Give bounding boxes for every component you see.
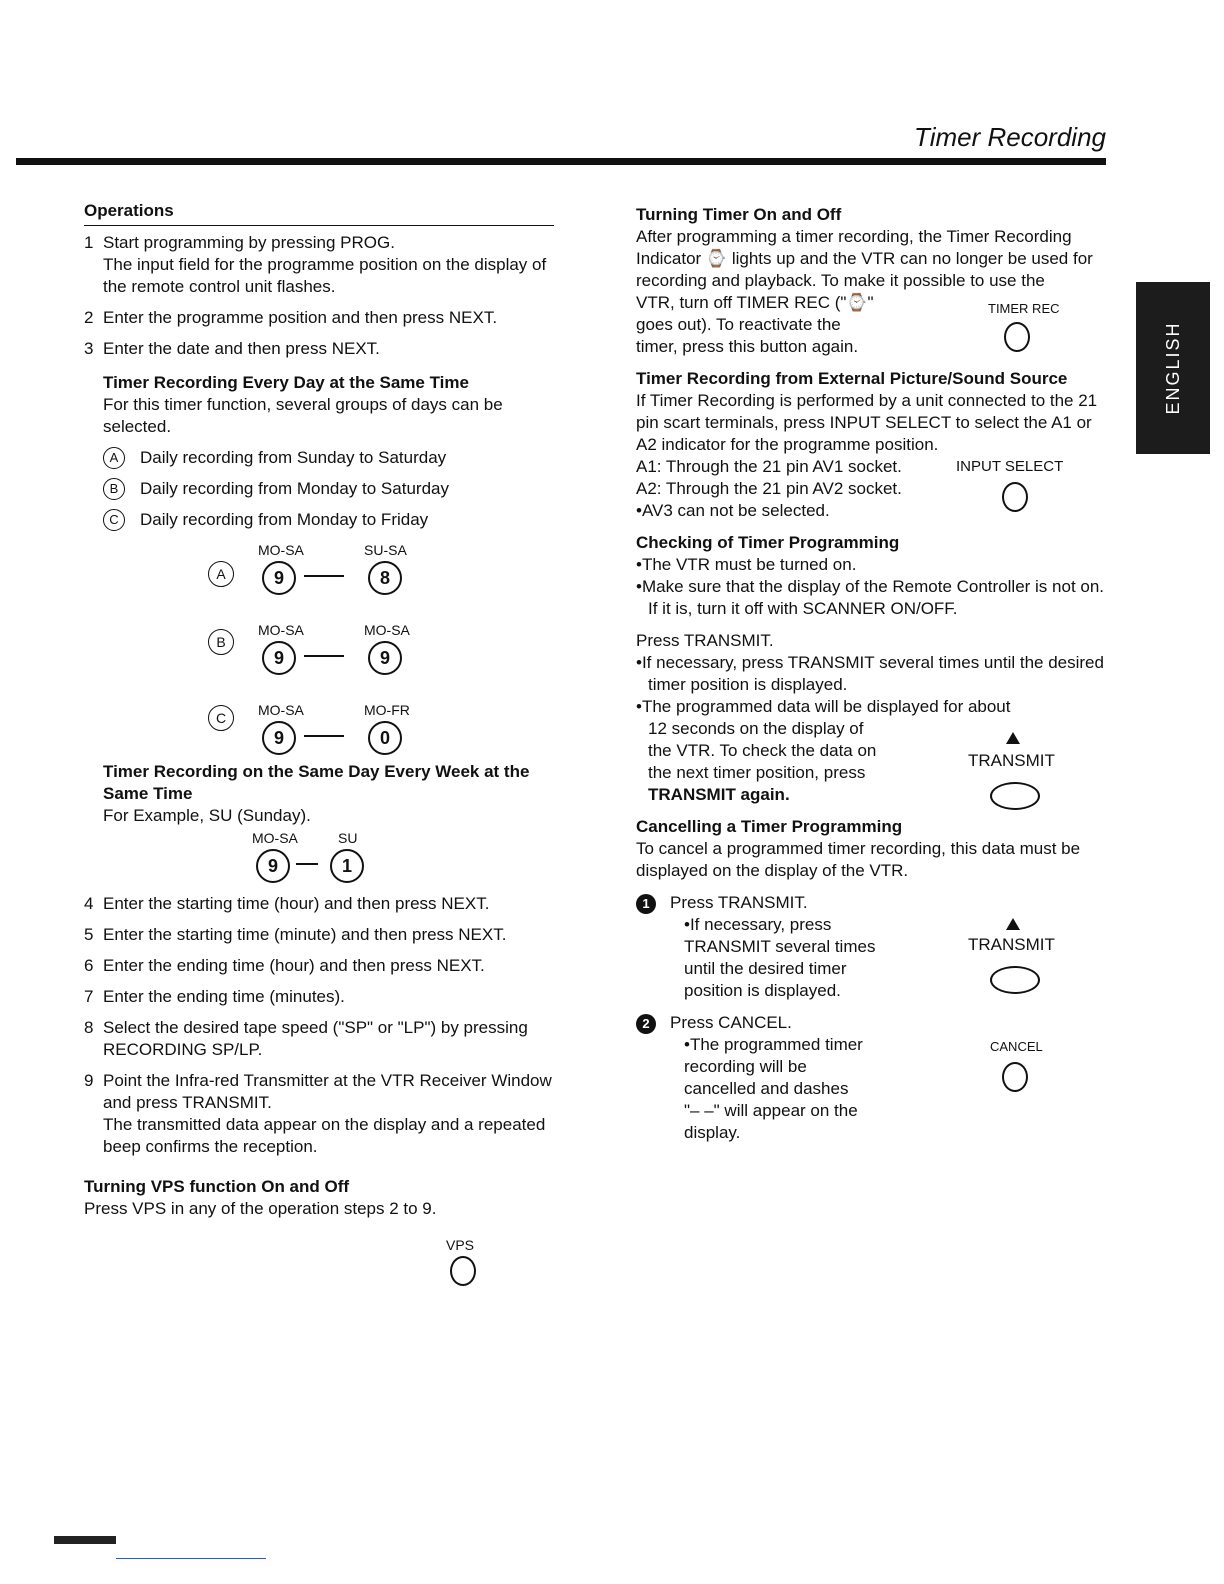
cancel-step-line: "– –" will appear on the <box>684 1101 858 1120</box>
step-text: Start programming by pressing PROG. <box>103 233 395 252</box>
transmit-label: TRANSMIT <box>968 751 1055 770</box>
check-line: the VTR. To check the data on <box>648 741 877 760</box>
digit-button-left: 9 <box>256 849 290 883</box>
step-number: 6 <box>84 956 94 975</box>
step-number: 1 <box>84 233 94 252</box>
everyday-text: For this timer function, several groups of days can be selected. <box>103 395 503 436</box>
option-a <box>84 447 554 469</box>
av3-text: •AV3 can not be selected. <box>636 501 830 520</box>
option-text: Daily recording from Monday to Saturday <box>140 479 449 498</box>
checking-heading: Checking of Timer Programming <box>636 533 900 552</box>
digit-button-right: 0 <box>368 721 402 755</box>
digit-button-left: 9 <box>262 641 296 675</box>
language-tab-label: ENGLISH <box>1163 321 1183 415</box>
cancel-step-line: •If necessary, press <box>684 915 832 934</box>
digit-button-right: 9 <box>368 641 402 675</box>
step-number: 9 <box>84 1071 94 1090</box>
transmit-label: TRANSMIT <box>968 935 1055 954</box>
operations-heading: Operations <box>84 200 554 226</box>
step-8 <box>84 1017 554 1061</box>
onoff-block <box>636 292 1106 358</box>
left-column <box>84 200 554 1280</box>
step-sub-text: The input field for the programme position on the display of the remote control unit flashes. <box>103 255 547 296</box>
step-number-badge: 1 <box>636 894 656 914</box>
timer-rec-button[interactable] <box>1004 322 1030 352</box>
vps-heading: Turning VPS function On and Off <box>84 1177 350 1196</box>
cancel-label: CANCEL <box>990 1039 1043 1054</box>
step-6 <box>84 955 554 977</box>
diagram-c <box>84 699 554 761</box>
diagram-weekly <box>84 827 554 893</box>
step-3 <box>84 338 554 360</box>
step-text: Enter the date and then press NEXT. <box>103 339 380 358</box>
option-mark: C <box>103 509 125 531</box>
step-9 <box>84 1070 554 1158</box>
vps-section <box>84 1176 554 1220</box>
step-number: 3 <box>84 339 94 358</box>
diagram-label-left: MO-SA <box>258 542 304 558</box>
transmit-button[interactable] <box>990 966 1040 994</box>
step-text: Enter the ending time (minutes). <box>103 987 345 1006</box>
vps-button[interactable] <box>450 1256 476 1286</box>
check-bullet: •The VTR must be turned on. <box>636 555 857 574</box>
step-1 <box>84 232 554 298</box>
digit-button-right: 1 <box>330 849 364 883</box>
digit-button-right: 8 <box>368 561 402 595</box>
scan-artifact <box>54 1536 116 1544</box>
diagram-label-right: SU <box>338 830 358 846</box>
diagram-label-right: MO-SA <box>364 622 410 638</box>
check-line: •The programmed data will be displayed for about <box>636 697 1011 716</box>
diagram-dash <box>304 735 344 737</box>
check-bullet: •If necessary, press TRANSMIT several times until the desired timer position is displayed. <box>636 653 1104 694</box>
step-text: Select the desired tape speed ("SP" or "LP") by pressing RECORDING SP/LP. <box>103 1018 528 1059</box>
diagram-a <box>84 539 554 619</box>
diagram-label-left: MO-SA <box>258 622 304 638</box>
check-line: 12 seconds on the display of <box>648 719 864 738</box>
cancel-heading: Cancelling a Timer Programming <box>636 817 903 836</box>
cancel-text: To cancel a programmed timer recording, this data must be displayed on the display of the VTR. <box>636 839 1081 880</box>
onoff-text-line: timer, press this button again. <box>636 337 859 356</box>
input-select-button[interactable] <box>1002 482 1028 512</box>
diagram-label-left: MO-SA <box>252 830 298 846</box>
weekly-heading: Timer Recording on the Same Day Every Week at the Same Time <box>103 762 530 803</box>
vps-text: Press VPS in any of the operation steps 2 to 9. <box>84 1199 437 1218</box>
transmit-button[interactable] <box>990 782 1040 810</box>
step-text: Enter the programme position and then press NEXT. <box>103 308 498 327</box>
step-text: Enter the starting time (minute) and then press NEXT. <box>103 925 507 944</box>
check-transmit-block <box>636 696 1106 806</box>
step-number: 8 <box>84 1018 94 1037</box>
cancel-step-line: cancelled and dashes <box>684 1079 849 1098</box>
header-rule <box>16 158 1106 165</box>
cancel-step-text: Press CANCEL. <box>670 1013 792 1032</box>
a2-text: A2: Through the 21 pin AV2 socket. <box>636 479 902 498</box>
timer-rec-label: TIMER REC <box>988 301 1060 316</box>
option-text: Daily recording from Monday to Friday <box>140 510 429 529</box>
step-number: 7 <box>84 987 94 1006</box>
external-block <box>636 456 1106 522</box>
diagram-label-right: SU-SA <box>364 542 407 558</box>
step-sub-text: The transmitted data appear on the display and a repeated beep confirms the reception. <box>103 1115 546 1156</box>
page-title: Timer Recording <box>914 122 1106 152</box>
step-text: Enter the ending time (hour) and then press NEXT. <box>103 956 485 975</box>
step-number: 2 <box>84 308 94 327</box>
diagram-dash <box>304 655 344 657</box>
cancel-step-1 <box>636 892 1106 1002</box>
step-text: Point the Infra-red Transmitter at the VTR Receiver Window and press TRANSMIT. <box>103 1071 552 1112</box>
cancel-step-text: Press TRANSMIT. <box>670 893 808 912</box>
language-tab <box>1136 282 1210 454</box>
input-select-label: INPUT SELECT <box>956 458 1064 475</box>
transmit-arrow-icon <box>1006 918 1020 930</box>
diagram-mark: A <box>208 561 234 587</box>
onoff-text: After programming a timer recording, the Timer Recording Indicator ⌚ lights up and the VTR can no longer be used for recording and playback. To make it possible to use the <box>636 227 1093 290</box>
step-5 <box>84 924 554 946</box>
check-bullet: •Make sure that the display of the Remote Controller is not on. If it is, turn it off with SCANNER ON/OFF. <box>636 577 1105 618</box>
step-text: Enter the starting time (hour) and then press NEXT. <box>103 894 490 913</box>
onoff-text-line: goes out). To reactivate the <box>636 315 841 334</box>
everyday-heading: Timer Recording Every Day at the Same Time <box>103 373 469 392</box>
onoff-text-line: VTR, turn off TIMER REC ("⌚" <box>636 293 874 312</box>
diagram-dash <box>296 863 318 865</box>
cancel-step-line: TRANSMIT several times <box>684 937 876 956</box>
cancel-step-line: •The programmed timer <box>684 1035 863 1054</box>
cancel-button[interactable] <box>1002 1062 1028 1092</box>
cancel-step-line: until the desired timer <box>684 959 847 978</box>
press-transmit: Press TRANSMIT. <box>636 631 774 650</box>
digit-button-left: 9 <box>262 721 296 755</box>
step-4 <box>84 893 554 915</box>
transmit-arrow-icon <box>1006 732 1020 744</box>
footer-underline <box>116 1558 266 1559</box>
external-text: If Timer Recording is performed by a unit connected to the 21 pin scart terminals, press INPUT SELECT to select the A1 or A2 indicator for the programme position. <box>636 391 1098 454</box>
check-line: the next timer position, press <box>648 763 866 782</box>
cancel-step-2 <box>636 1012 1106 1144</box>
vps-button-group <box>84 1220 554 1280</box>
step-number: 5 <box>84 925 94 944</box>
vps-label: VPS <box>446 1237 475 1253</box>
cancel-step-line: recording will be <box>684 1057 807 1076</box>
a1-text: A1: Through the 21 pin AV1 socket. <box>636 457 902 476</box>
option-text: Daily recording from Sunday to Saturday <box>140 448 447 467</box>
weekly-text: For Example, SU (Sunday). <box>103 806 311 825</box>
option-mark: B <box>103 478 125 500</box>
everyday-section <box>84 372 554 438</box>
step-7 <box>84 986 554 1008</box>
digit-button-left: 9 <box>262 561 296 595</box>
weekly-section <box>84 761 554 827</box>
option-c <box>84 509 554 531</box>
check-line: TRANSMIT again. <box>648 785 790 804</box>
diagram-mark: B <box>208 629 234 655</box>
step-number: 4 <box>84 894 94 913</box>
diagram-label-right: MO-FR <box>364 702 410 718</box>
option-mark: A <box>103 447 125 469</box>
step-number-badge: 2 <box>636 1014 656 1034</box>
diagram-dash <box>304 575 344 577</box>
diagram-label-left: MO-SA <box>258 702 304 718</box>
option-b <box>84 478 554 500</box>
diagram-b <box>84 619 554 699</box>
onoff-heading: Turning Timer On and Off <box>636 205 842 224</box>
diagram-mark: C <box>208 705 234 731</box>
step-2 <box>84 307 554 329</box>
cancel-step-line: display. <box>684 1123 741 1142</box>
right-column <box>636 204 1106 1144</box>
cancel-step-line: position is displayed. <box>684 981 841 1000</box>
external-heading: Timer Recording from External Picture/Sound Source <box>636 369 1068 388</box>
